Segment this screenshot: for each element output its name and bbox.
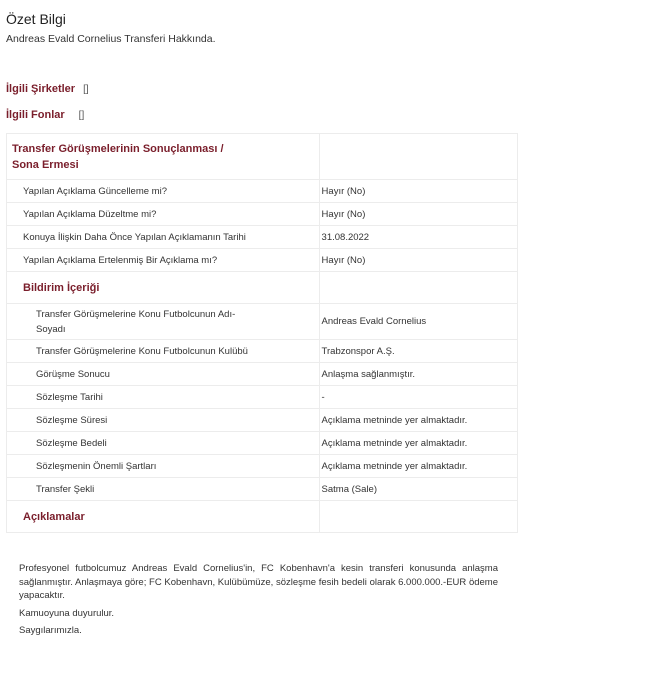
table-row: [7, 249, 518, 272]
page-title: Özet Bilgi: [6, 11, 66, 27]
expand-icon: []: [78, 110, 85, 121]
table-row: [7, 409, 518, 432]
table-row: [7, 180, 518, 203]
row-label: Görüşme Sonucu: [7, 363, 320, 386]
table-row: [7, 478, 518, 501]
table-row: [7, 226, 518, 249]
table-title-row: [7, 134, 518, 180]
table-row: [7, 455, 518, 478]
related-companies-label: İlgili Şirketler: [6, 83, 76, 95]
notes-paragraph: Saygılarımızla.: [19, 625, 82, 636]
notes-paragraph: Profesyonel futbolcumuz Andreas Evald Cornelius'in, FC Kobenhavn'a kesin transferi konusunda anlaşma sağlanmıştır. Anlaşmaya göre; FC Kobenhavn, Kulübümüze, sözleşme fesih bedeli olarak 6.000.000.-EUR ödeme yapacaktır.: [19, 563, 498, 601]
expand-icon: []: [83, 84, 89, 95]
row-value: Açıklama metninde yer almaktadır.: [319, 432, 517, 455]
row-label: Yapılan Açıklama Düzeltme mi?: [7, 203, 320, 226]
table-row: [7, 304, 518, 340]
section-header-row: [7, 501, 518, 533]
row-value: Satma (Sale): [319, 478, 517, 501]
section-header-row: [7, 272, 518, 304]
row-value: Andreas Evald Cornelius: [319, 304, 517, 340]
notes-body: [19, 562, 498, 642]
row-label: Sözleşme Tarihi: [7, 386, 320, 409]
row-value: Hayır (No): [319, 203, 517, 226]
row-label: Transfer Şekli: [7, 478, 320, 501]
related-funds-link[interactable]: [6, 109, 84, 121]
row-label: Sözleşmenin Önemli Şartları: [7, 455, 320, 478]
row-label: Transfer Görüşmelerine Konu Futbolcunun Adı-Soyadı: [36, 308, 236, 335]
table-row: [7, 386, 518, 409]
row-value: Hayır (No): [319, 180, 517, 203]
row-label: Transfer Görüşmelerine Konu Futbolcunun Kulübü: [7, 340, 320, 363]
related-companies-link[interactable]: [6, 83, 89, 95]
row-label: Konuya İlişkin Daha Önce Yapılan Açıklamanın Tarihi: [7, 226, 320, 249]
row-value: 31.08.2022: [319, 226, 517, 249]
row-label: Sözleşme Süresi: [7, 409, 320, 432]
table-row: [7, 432, 518, 455]
row-label: Yapılan Açıklama Güncelleme mi?: [7, 180, 320, 203]
row-label: Sözleşme Bedeli: [7, 432, 320, 455]
notes-paragraph: Kamuoyuna duyurulur.: [19, 607, 115, 619]
related-funds-label: İlgili Fonlar: [6, 109, 65, 121]
table-row: [7, 340, 518, 363]
disclosure-table: [6, 133, 518, 533]
row-value: Trabzonspor A.Ş.: [319, 340, 517, 363]
row-value: Hayır (No): [319, 249, 517, 272]
row-value: -: [319, 386, 517, 409]
page-subtitle: Andreas Evald Cornelius Transferi Hakkında.: [6, 33, 216, 45]
table-row: [7, 363, 518, 386]
table-title: Transfer Görüşmelerinin Sonuçlanması / Sona Ermesi: [12, 142, 224, 171]
table-row: [7, 203, 518, 226]
content-section-header: Bildirim İçeriği: [23, 281, 100, 294]
row-value: Açıklama metninde yer almaktadır.: [319, 455, 517, 478]
notes-section-header: Açıklamalar: [23, 510, 85, 523]
row-label: Yapılan Açıklama Ertelenmiş Bir Açıklama mı?: [7, 249, 320, 272]
row-value: Anlaşma sağlanmıştır.: [319, 363, 517, 386]
row-value: Açıklama metninde yer almaktadır.: [319, 409, 517, 432]
